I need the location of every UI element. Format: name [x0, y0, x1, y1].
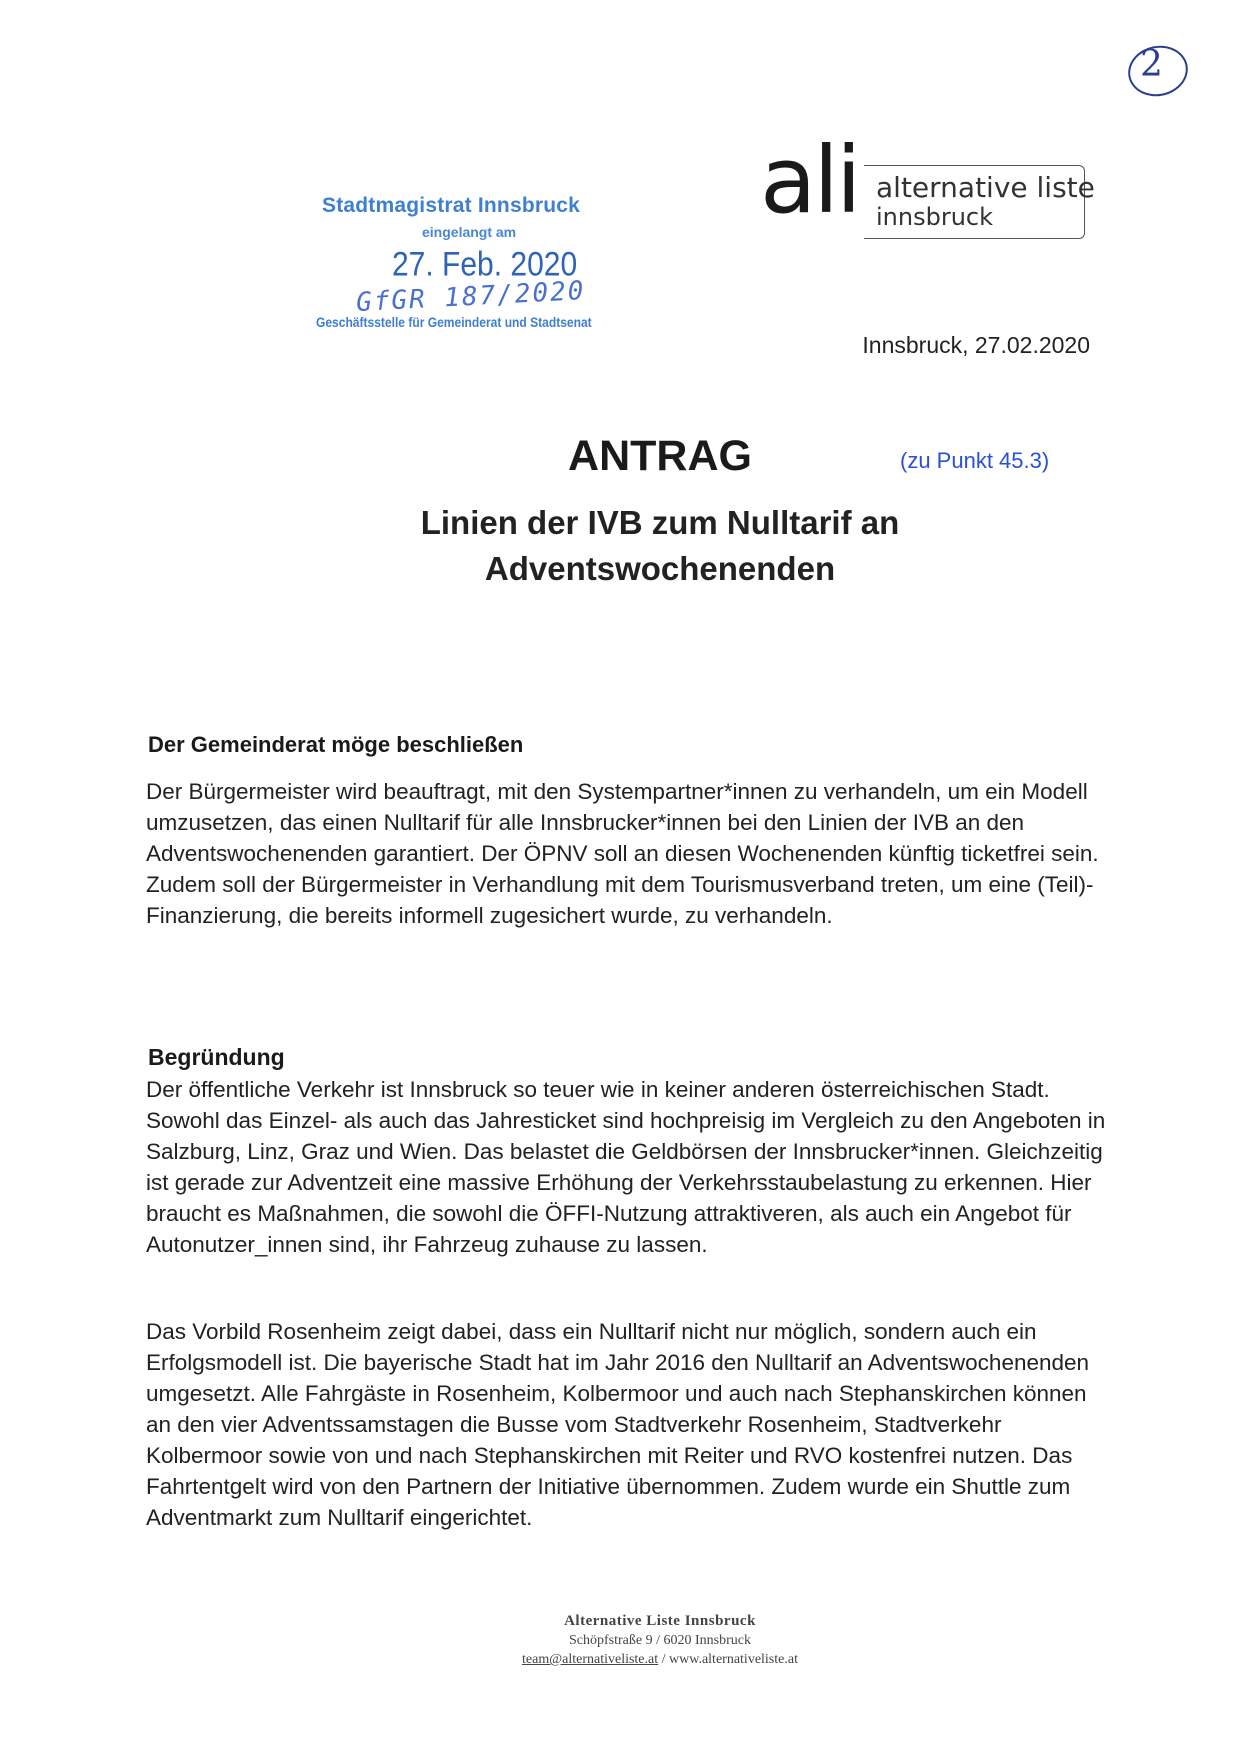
- justification-paragraph-2: Das Vorbild Rosenheim zeigt dabei, dass ein Nulltarif nicht nur möglich, sondern auch ein Erfolgsmodell ist. Die bayerische Stadt hat im Jahr 2016 den Nulltarif an Adventswochenenden umgesetzt. Alle Fahrgäste in Rosenheim, Kolbermoor und auch nach Stephanskirchen können an den vier Adventssamstagen die Busse vom Stadtverkehr Rosenheim, Stadtverkehr Kolbermoor sowie von und nach Stephanskirchen mit Reiter und RVO kostenfrei nutzen. Das Fahrtentgelt wird von den Partnern der Initiative übernommen. Zudem wurde ein Shuttle zum Adventmarkt zum Nulltarif eingerichtet.: [146, 1319, 1090, 1530]
- page-number: 2: [1140, 44, 1163, 85]
- logo-mark: ali: [760, 127, 859, 234]
- footer-separator: /: [658, 1652, 670, 1667]
- resolution-text: Der Bürgermeister wird beauftragt, mit den Systempartner*innen zu verhandeln, um ein Modell umzusetzen, das einen Nulltarif für alle Innsbrucker*innen bei den Linien der IVB an den Adventswochenenden garantiert. Der ÖPNV soll an diesen Wochenenden künftig ticketfrei sein. Zudem soll der Bürgermeister in Verhandlung mit dem Tourismusverband treten, um eine (Teil)-Finanzierung, die bereits informell zugesichert wurde, zu verhandeln.: [146, 779, 1099, 928]
- logo-line1: alternative liste: [876, 171, 1095, 204]
- date-line: Innsbruck, 27.02.2020: [862, 332, 1090, 358]
- footer-contact: [370, 1650, 950, 1669]
- stamp-office: Geschäftsstelle für Gemeinderat und Stadtsenat: [316, 314, 592, 330]
- received-stamp: [310, 190, 630, 340]
- footer: [370, 1612, 950, 1669]
- subtitle-line1: Linien der IVB zum Nulltarif an: [420, 504, 900, 541]
- justification-paragraph-1: Der öffentliche Verkehr ist Innsbruck so teuer wie in keiner anderen österreichischen Stadt. Sowohl das Einzel- als auch das Jahresticket sind hochpreisig im Vergleich zu den Angeboten in Salzburg, Linz, Graz und Wien. Das belastet die Geldbörsen der Innsbrucker*innen. Gleichzeitig ist gerade zur Adventzeit eine massive Erhöhung der Verkehrsstaubelastung zu erkennen. Hier braucht es Maßnahmen, die sowohl die ÖFFI-Nutzung attraktiveren, als auch ein Angebot für Autonutzer_innen sind, ihr Fahrzeug zuhause zu lassen.: [146, 1077, 1106, 1257]
- stamp-title: Stadtmagistrat Innsbruck: [322, 194, 581, 217]
- ali-logo: [760, 127, 1095, 245]
- stamp-handwritten-ref: GfGR 187/2020: [355, 276, 587, 318]
- logo-line2: innsbruck: [876, 203, 993, 231]
- stamp-date: 27. Feb. 2020: [392, 245, 578, 284]
- stamp-received-label: eingelangt am: [422, 224, 517, 240]
- footer-website-link[interactable]: www.alternativeliste.at: [669, 1652, 798, 1667]
- document-title: ANTRAG: [568, 432, 752, 480]
- justification-heading: Begründung: [148, 1044, 285, 1070]
- agenda-reference: (zu Punkt 45.3): [900, 448, 1050, 473]
- subtitle-line2: Adventswochenenden: [484, 550, 836, 587]
- document-subtitle: [290, 500, 1030, 592]
- resolution-heading: Der Gemeinderat möge beschließen: [148, 732, 524, 757]
- footer-email-link[interactable]: team@alternativeliste.at: [522, 1652, 659, 1667]
- footer-org: Alternative Liste Innsbruck: [564, 1613, 756, 1629]
- footer-address: Schöpfstraße 9 / 6020 Innsbruck: [569, 1633, 751, 1648]
